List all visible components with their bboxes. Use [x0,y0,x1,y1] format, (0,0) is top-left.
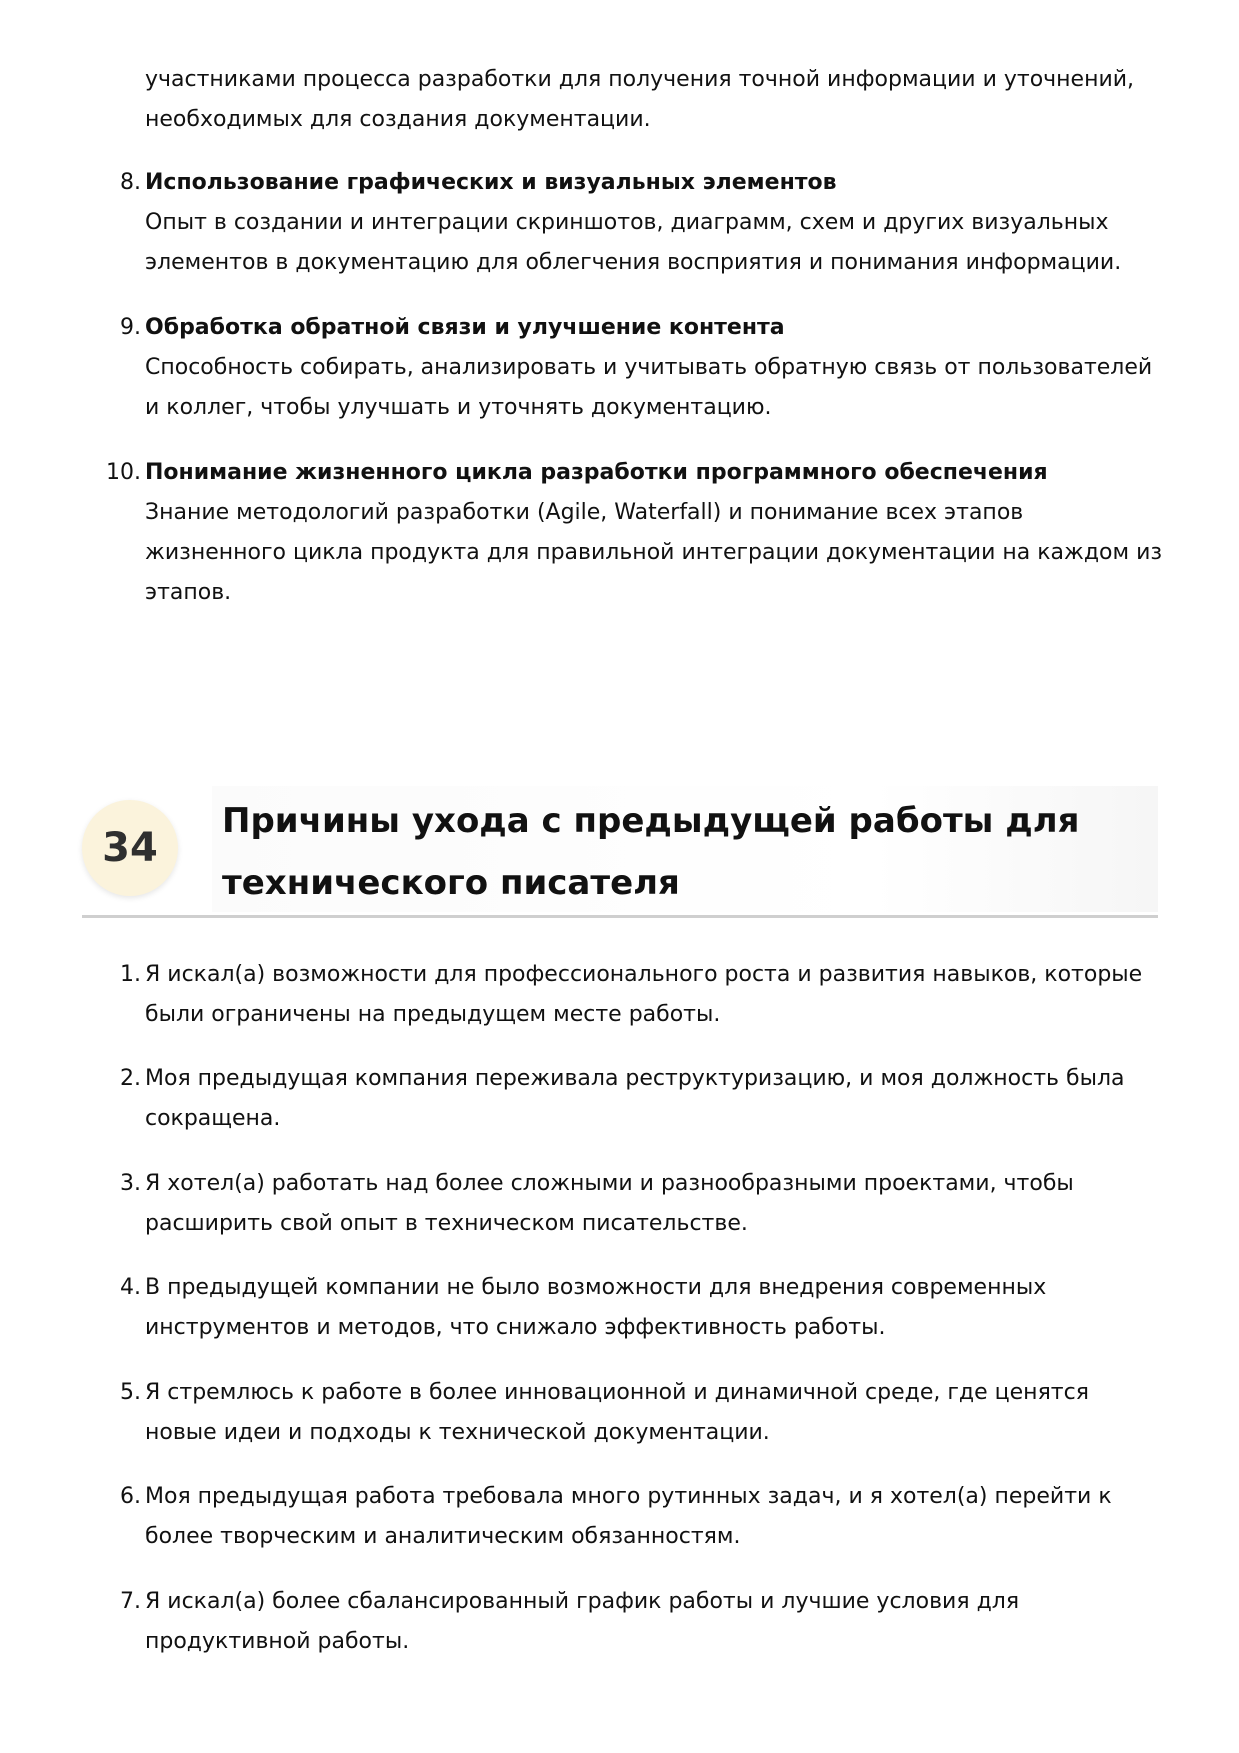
list-item [100,1477,1165,1557]
section-header [82,780,1158,918]
list-item-number: 5. [120,1380,141,1405]
list-item-number: 7. [120,1589,141,1614]
list-item-number: 10. [106,460,141,485]
list-item [100,453,1165,613]
section-number-badge: 34 [82,800,178,896]
section-divider [82,915,1158,918]
list-item-text: Моя предыдущая компания переживала реструктуризацию, и моя должность была сокращена. [145,1066,1125,1131]
list-item-title: Использование графических и визуальных элементов [145,170,837,195]
list-item-number: 9. [120,315,141,340]
list-item-number: 6. [120,1484,141,1509]
list-item-number: 8. [120,170,141,195]
list-item-text: Я стремлюсь к работе в более инновационной и динамичной среде, где ценятся новые идеи и подходы к технической документации. [145,1380,1089,1445]
list-item [100,1582,1165,1662]
list-item [100,1373,1165,1453]
list-item [100,163,1165,283]
list-item-text: Я искал(а) возможности для профессионального роста и развития навыков, которые были ограничены на предыдущем месте работы. [145,962,1143,1027]
list-item-description: Опыт в создании и интеграции скриншотов, диаграмм, схем и других визуальных элементов в документацию для облегчения восприятия и понимания информации. [145,210,1122,275]
list-item-text: Я хотел(а) работать над более сложными и разнообразными проектами, чтобы расширить свой опыт в техническом писательстве. [145,1171,1074,1236]
list-item-number: 3. [120,1171,141,1196]
section-title: Причины ухода с предыдущей работы для технического писателя [222,801,1080,903]
list-item [100,955,1165,1035]
list-item-description: Знание методологий разработки (Agile, Waterfall) и понимание всех этапов жизненного цикла продукта для правильной интеграции документации на каждом из этапов. [145,500,1163,605]
list-item [100,1164,1165,1244]
list-item-description: Способность собирать, анализировать и учитывать обратную связь от пользователей и коллег, чтобы улучшать и уточнять документацию. [145,355,1153,420]
list-item-text: Я искал(а) более сбалансированный график работы и лучшие условия для продуктивной работы. [145,1589,1020,1654]
list-item [100,1268,1165,1348]
list-item [100,1059,1165,1139]
list-item-text: В предыдущей компании не было возможности для внедрения современных инструментов и методов, что снижало эффективность работы. [145,1275,1047,1340]
list-item-number: 1. [120,962,141,987]
previous-item-continuation: участниками процесса разработки для получения точной информации и уточнений, необходимых для создания документации. [145,67,1135,132]
list-item-number: 2. [120,1066,141,1091]
list-item-text: Моя предыдущая работа требовала много рутинных задач, и я хотел(а) перейти к более творческим и аналитическим обязанностям. [145,1484,1112,1549]
list-item-title: Обработка обратной связи и улучшение контента [145,315,785,340]
list-item [100,308,1165,428]
list-item-number: 4. [120,1275,141,1300]
list-item-title: Понимание жизненного цикла разработки программного обеспечения [145,460,1048,485]
